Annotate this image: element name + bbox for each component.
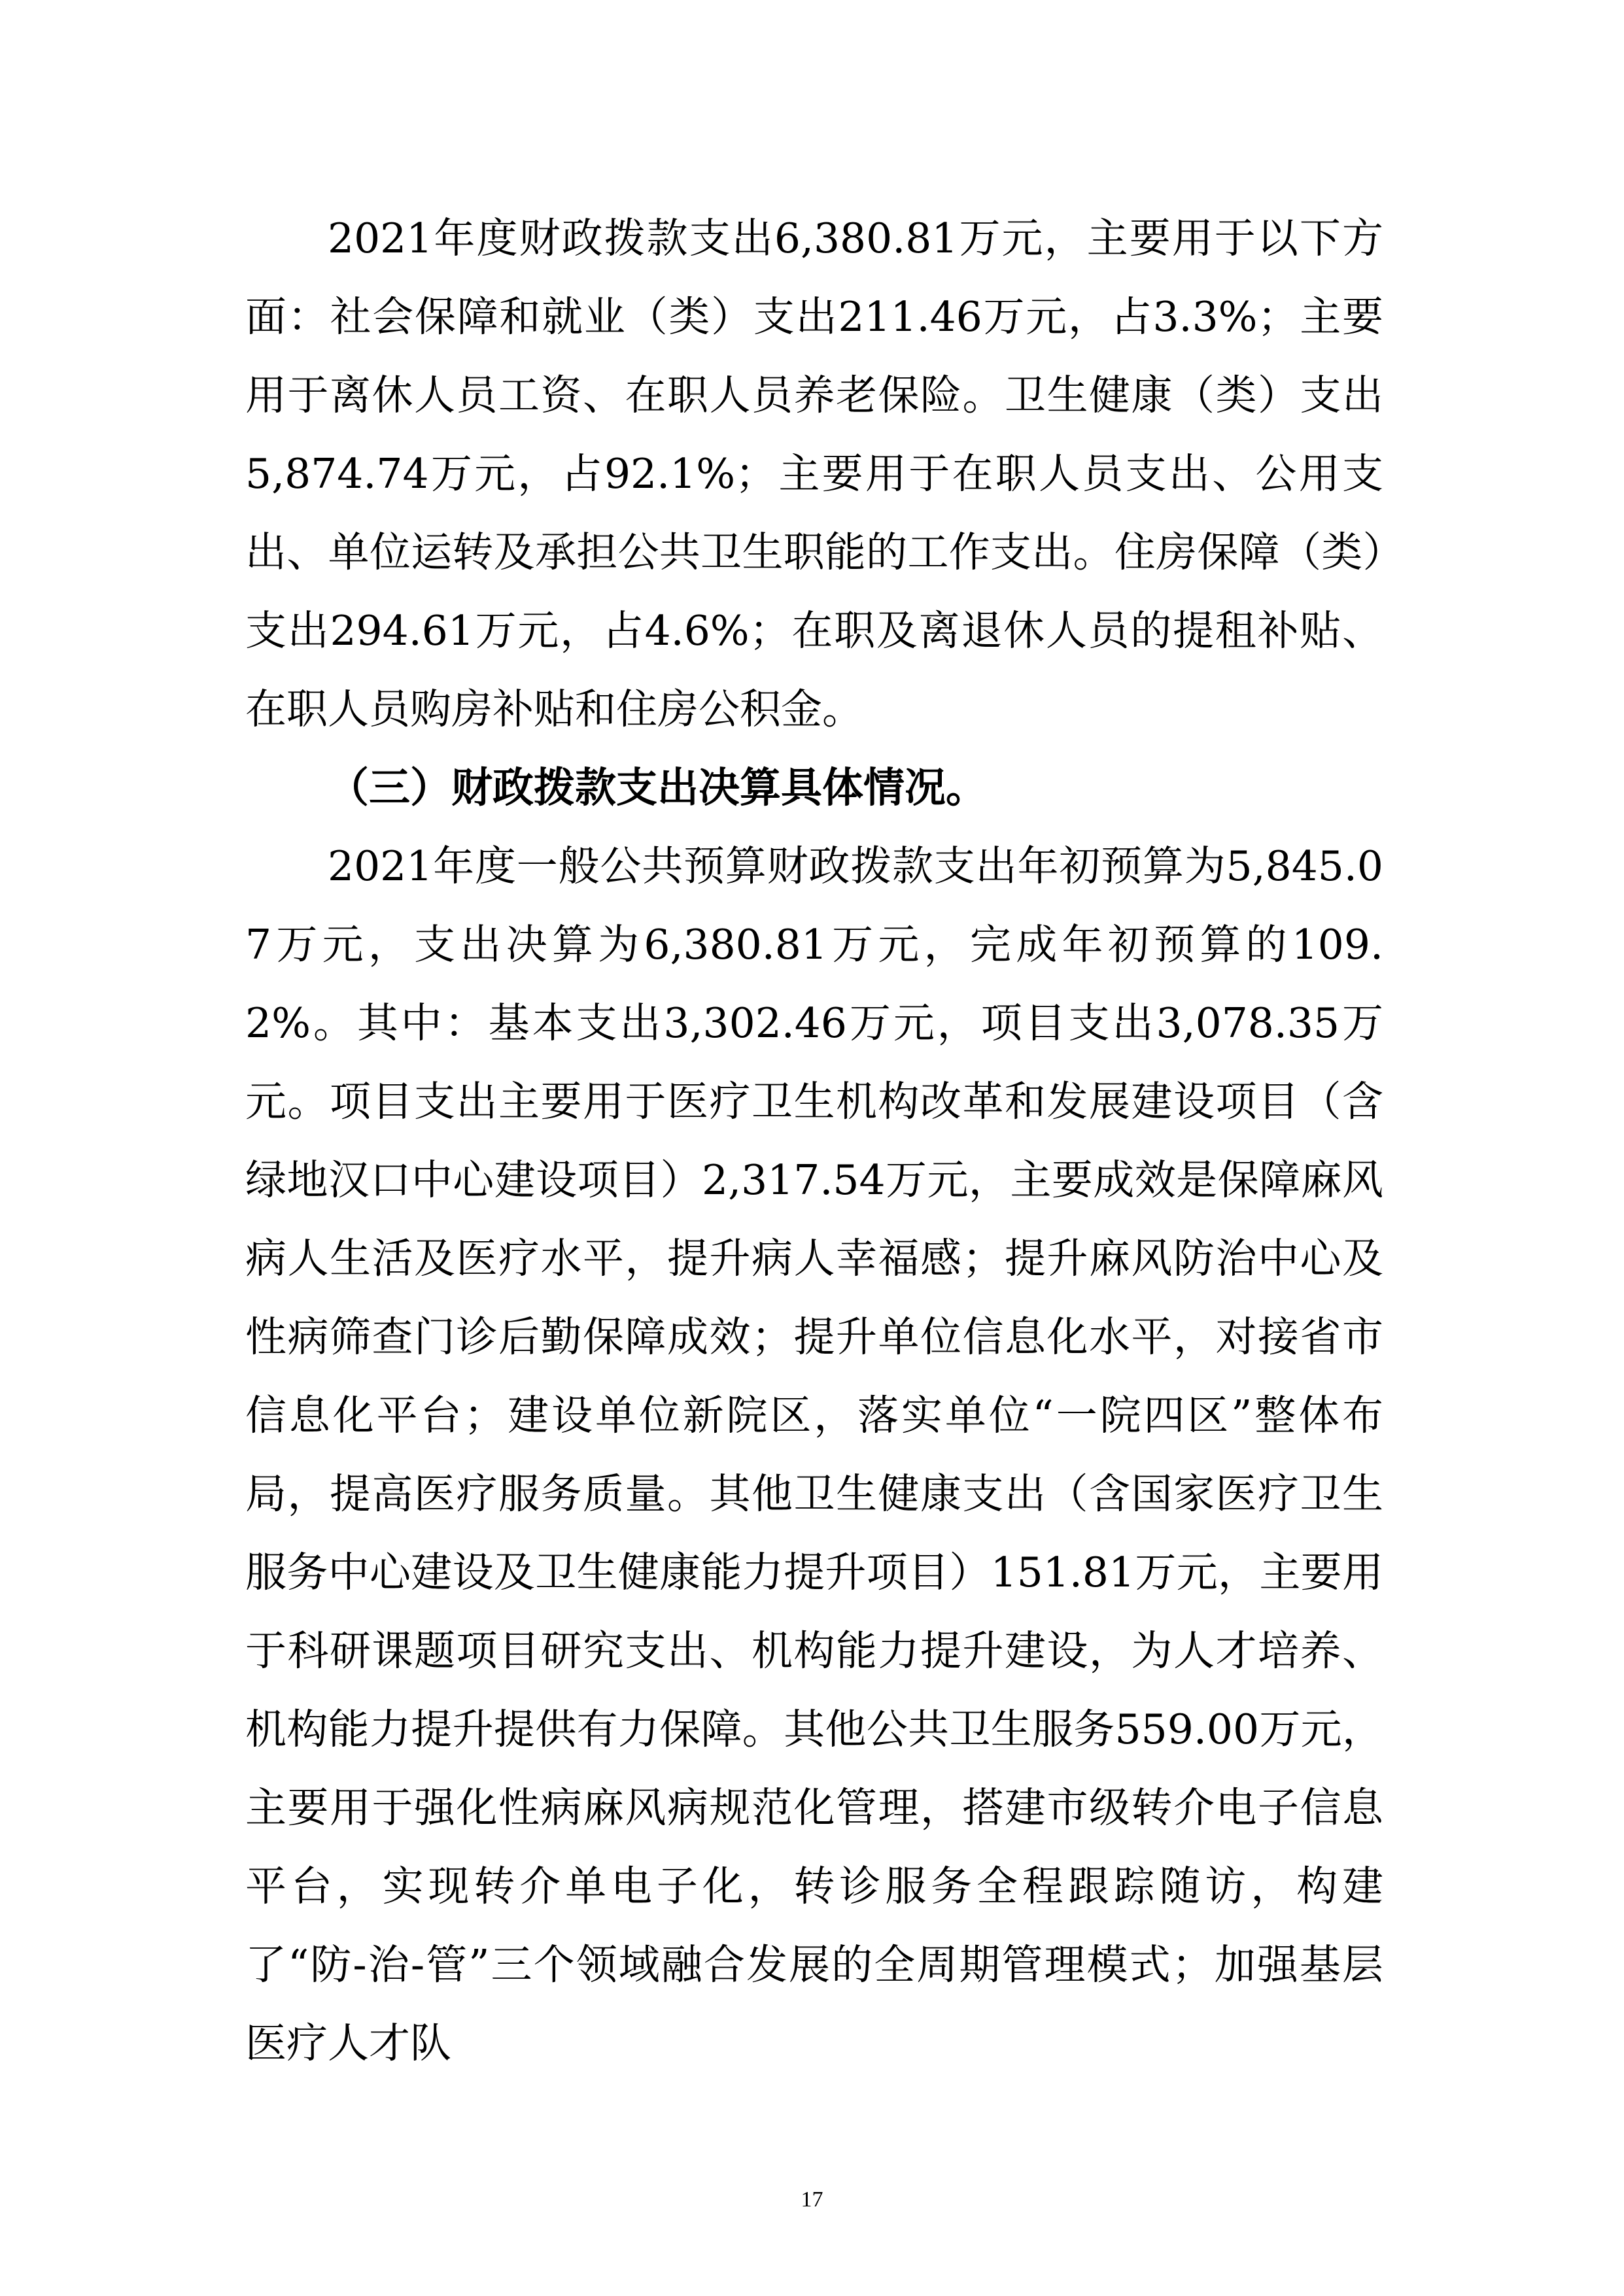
section-heading: （三）财政拨款支出决算具体情况。 <box>328 764 987 812</box>
page-number: 17 <box>801 2187 823 2212</box>
paragraph-expenditure-overview: 2021年度财政拨款支出6,380.81万元，主要用于以下方面：社会保障和就业（类）支出211.46万元，占3.3%；主要用于离休人员工资、在职人员养老保险。卫生健康（类）支出5,874.74万元，占92.1%；主要用于在职人员支出、公用支出、单位运转及承担公共卫生职能的工作支出。住房保障（类）支出294.61万元，占4.6%；在职及离退休人员的提租补贴、在职人员购房补贴和住房公积金。 <box>245 214 1383 733</box>
paragraph-expenditure-details: 2021年度一般公共预算财政拨款支出年初预算为5,845.07万元，支出决算为6,380.81万元，完成年初预算的109.2%。其中：基本支出3,302.46万元，项目支出3,078.35万元。项目支出主要用于医疗卫生机构改革和发展建设项目（含绿地汉口中心建设项目）2,317.54万元，主要成效是保障麻风病人生活及医疗水平，提升病人幸福感；提升麻风防治中心及性病筛查门诊后勤保障成效；提升单位信息化水平，对接省市信息化平台；建设单位新院区，落实单位“一院四区”整体布局，提高医疗服务质量。其他卫生健康支出（含国家医疗卫生服务中心建设及卫生健康能力提升项目）151.81万元，主要用于科研课题项目研究支出、机构能力提升建设，为人才培养、机构能力提升提供有力保障。其他公共卫生服务559.00万元，主要用于强化性病麻风病规范化管理，搭建市级转介电子信息平台，实现转介单电子化，转诊服务全程跟踪随访，构建了“防-治-管”三个领域融合发展的全周期管理模式；加强基层医疗人才队 <box>245 842 1383 2067</box>
document-body <box>245 199 1383 2083</box>
